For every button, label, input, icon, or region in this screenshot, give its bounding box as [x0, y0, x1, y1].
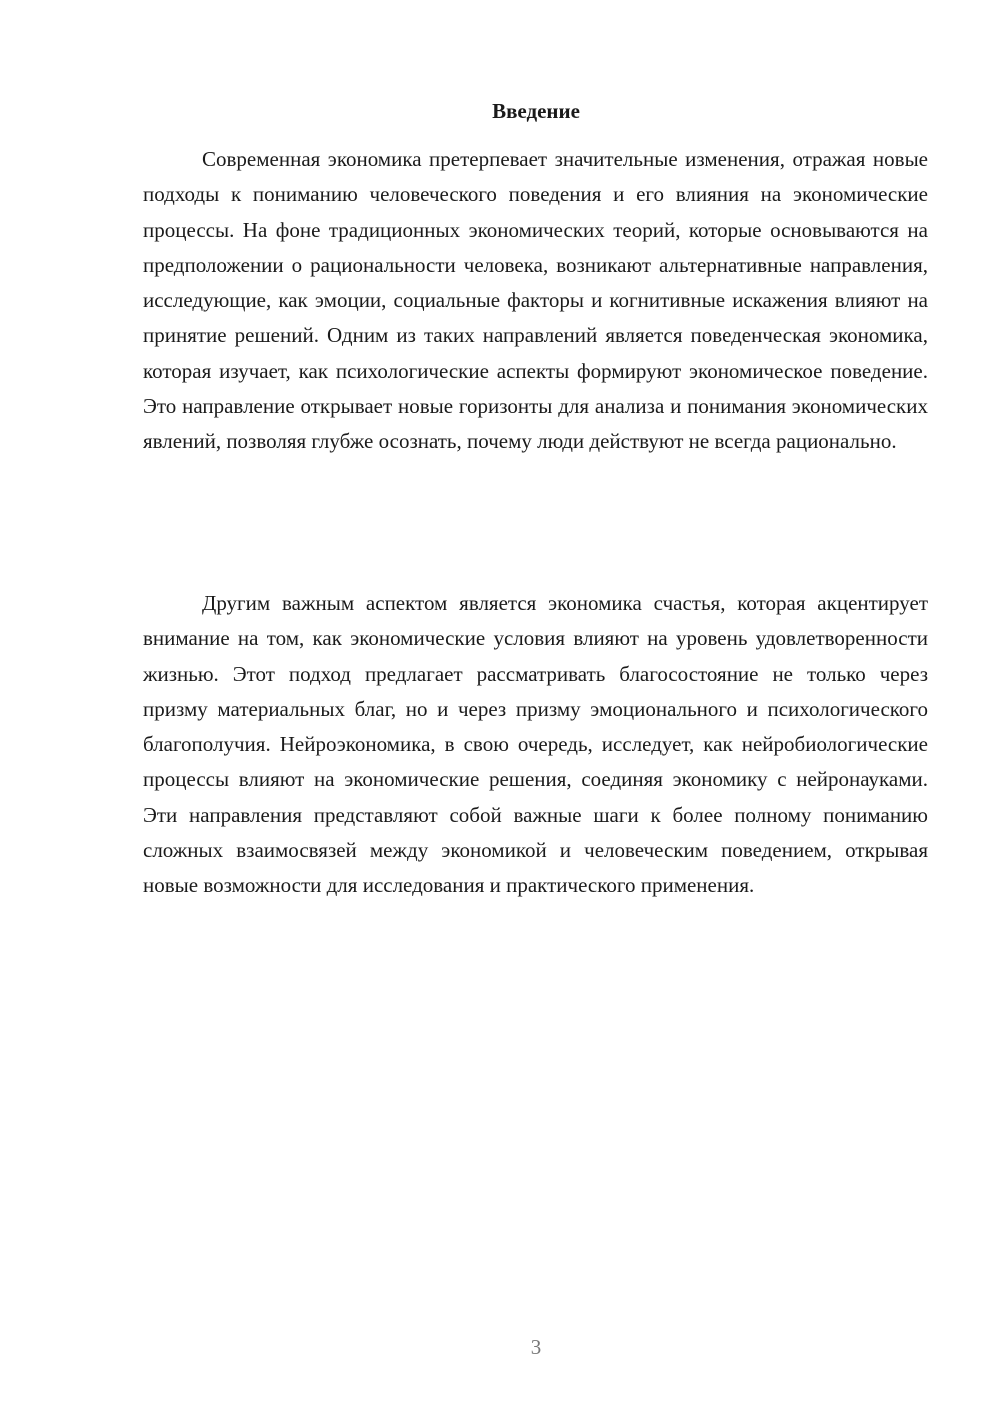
page-number: 3 [530, 1335, 542, 1359]
section-title: Введение [492, 99, 580, 123]
paragraph-1: Современная экономика претерпевает значительные изменения, отражая новые подходы к пониманию человеческого поведения и его влияния на экономические процессы. На фоне традиционных экономических теорий, которые основываются на предположении о рациональности человека, возникают альтернативные направления, исследующие, как эмоции, социальные факторы и когнитивные искажения влияют на принятие решений. Одним из таких направлений является поведенческая экономика, которая изучает, как психологические аспекты формируют экономическое поведение. Это направление открывает новые горизонты для анализа и понимания экономических явлений, позволяя глубже осознать, почему люди действуют не всегда рационально. [143, 147, 928, 453]
paragraph-2: Другим важным аспектом является экономика счастья, которая акцентирует внимание на том, как экономические условия влияют на уровень удовлетворенности жизнью. Этот подход предлагает рассматривать благосостояние не только через призму материальных благ, но и через призму эмоционального и психологического благополучия. Нейроэкономика, в свою очередь, исследует, как нейробиологические процессы влияют на экономические решения, соединяя экономику с нейронауками. Эти направления представляют собой важные шаги к более полному пониманию сложных взаимосвязей между экономикой и человеческим поведением, открывая новые возможности для исследования и практического применения. [143, 591, 928, 897]
